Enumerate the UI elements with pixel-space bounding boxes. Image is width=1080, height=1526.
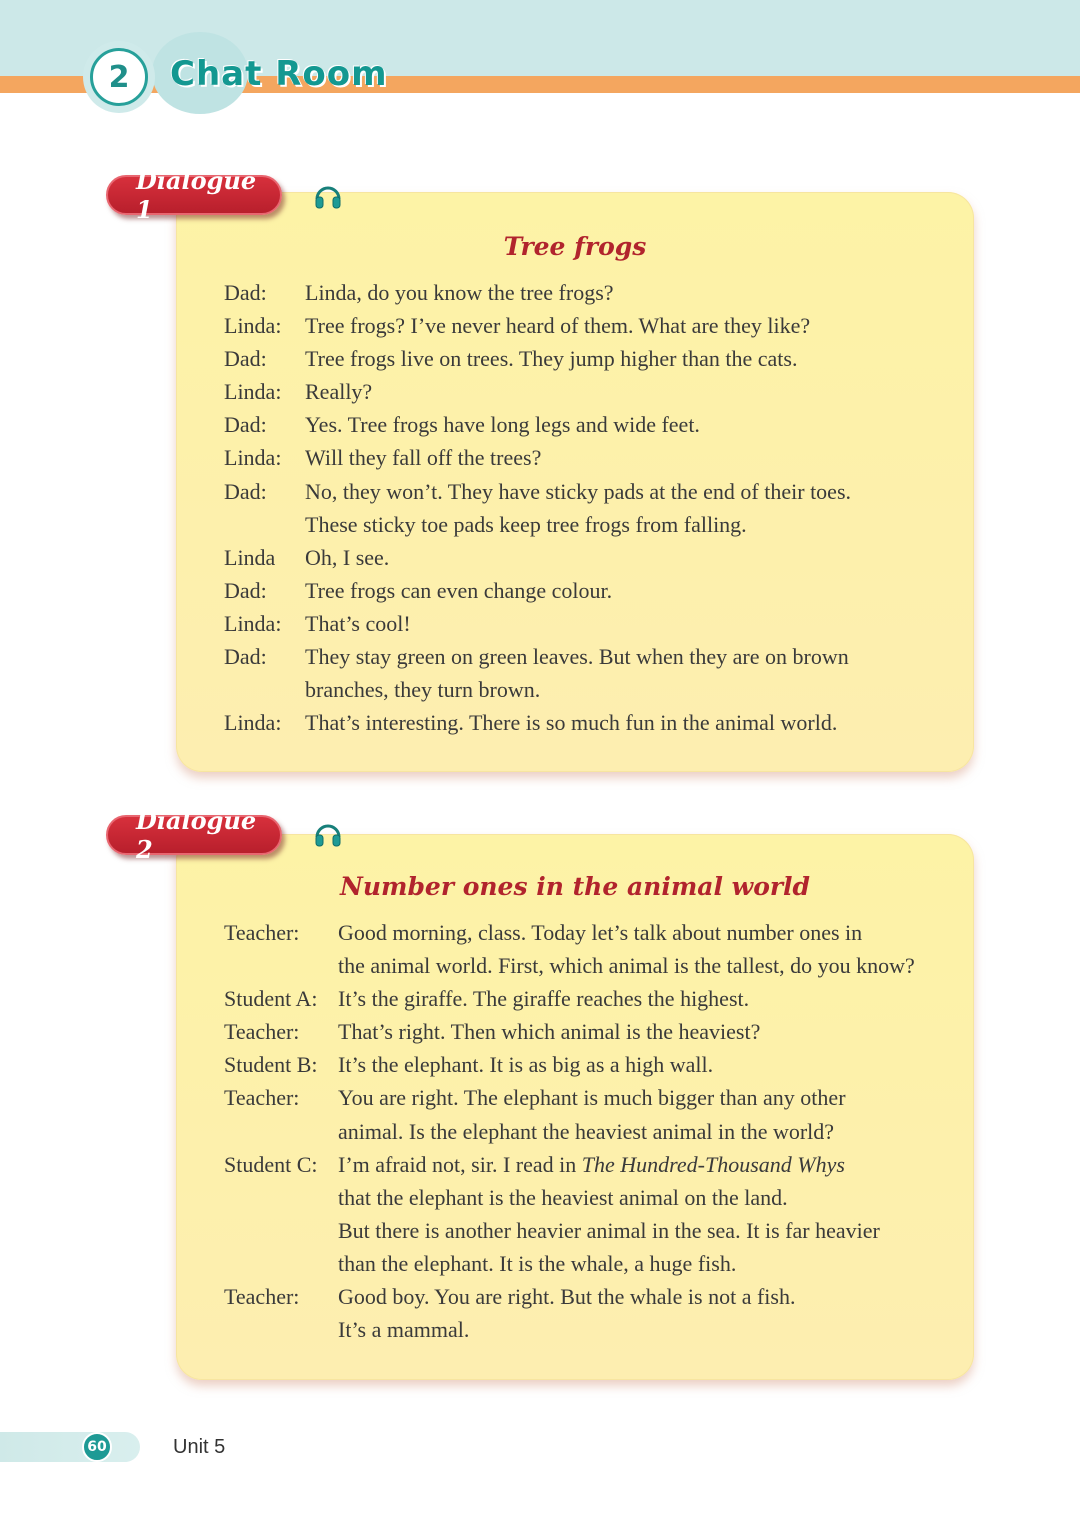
utterance-main: It’s the elephant. It is as big as a high wall. (338, 1052, 714, 1078)
utterance-text (305, 276, 614, 309)
utterance-text (305, 408, 700, 441)
utterance-text (338, 1214, 880, 1247)
speaker-label (224, 1214, 338, 1247)
dialogue-1-title: Tree frogs (503, 232, 647, 261)
speaker-label (224, 508, 305, 541)
speaker-label: Teacher: (224, 1085, 300, 1111)
utterance-main: These sticky toe pads keep tree frogs from falling. (305, 511, 747, 537)
utterance-text (338, 1247, 736, 1280)
utterance-text (338, 1313, 469, 1346)
utterance-main: Tree frogs live on trees. They jump higher than the cats. (305, 346, 798, 372)
utterance-text (305, 673, 540, 706)
dialogue-line (224, 574, 851, 607)
speaker-label (224, 949, 338, 982)
utterance-main: Good morning, class. Today let’s talk about number ones in (338, 920, 863, 945)
utterance-text (338, 1048, 713, 1081)
utterance-text (338, 916, 862, 949)
utterance-main: But there is another heavier animal in the sea. It is far heavier (338, 1217, 880, 1243)
dialogue-line (224, 309, 851, 342)
utterance-text (305, 375, 372, 408)
speaker-label: Dad: (224, 577, 267, 603)
dialogue-line (224, 1048, 915, 1081)
dialogue-line (224, 673, 851, 706)
utterance-main: Good boy. You are right. But the whale is not a fish. (338, 1284, 796, 1310)
dialogue-line (224, 276, 851, 309)
dialogue-2-title: Number ones in the animal world (339, 872, 811, 901)
dialogue-line (224, 1115, 915, 1148)
speaker-label: Dad: (224, 478, 267, 504)
dialogue-2-tag: Dialogue 2 (106, 815, 282, 855)
speaker-label: Dad: (224, 412, 267, 438)
utterance-main: Tree frogs can even change colour. (305, 577, 613, 603)
speaker-label: Student B: (224, 1052, 318, 1078)
speaker-label: Teacher: (224, 1019, 300, 1045)
utterance-text (305, 541, 389, 574)
utterance-text (338, 1181, 788, 1214)
speaker-label: Linda (224, 544, 276, 570)
utterance-main: Really? (305, 379, 373, 405)
dialogue-line (224, 441, 851, 474)
speaker-label (224, 1313, 338, 1346)
utterance-text (338, 1115, 834, 1148)
utterance-text (305, 706, 837, 739)
speaker-label: Teacher: (224, 920, 300, 945)
dialogue-line (224, 408, 851, 441)
utterance-main: I’m afraid not, sir. I read in (338, 1151, 577, 1177)
utterance-main: the animal world. First, which animal is the tallest, do you know? (338, 953, 915, 979)
utterance-text (305, 574, 612, 607)
utterance-text (305, 309, 810, 342)
dialogue-line (224, 1081, 915, 1114)
utterance-main: That’s cool! (305, 610, 411, 636)
dialogue-line (224, 982, 915, 1015)
utterance-main: No, they won’t. They have sticky pads at the end of their toes. (305, 478, 852, 504)
utterance-text (338, 1148, 845, 1181)
speaker-label: Dad: (224, 280, 267, 305)
dialogue-line (224, 508, 851, 541)
utterance-text (305, 640, 849, 673)
utterance-text (338, 1015, 760, 1048)
dialogue-line (224, 1015, 915, 1048)
utterance-main: Tree frogs? I’ve never heard of them. What are they like? (305, 313, 811, 339)
utterance-main: That’s interesting. There is so much fun in the animal world. (305, 710, 838, 736)
speaker-label: Linda: (224, 610, 282, 636)
dialogue-line (224, 1148, 915, 1181)
utterance-text (338, 982, 749, 1015)
speaker-label: Linda: (224, 379, 282, 405)
speaker-label: Linda: (224, 313, 282, 339)
dialogue-line (224, 949, 915, 982)
dialogue-line (224, 1280, 915, 1313)
utterance-text (305, 508, 747, 541)
page-number: 60 (82, 1432, 112, 1462)
unit-label: Unit 5 (173, 1436, 226, 1458)
section-title: Chat Room (170, 54, 388, 94)
utterance-main: Yes. Tree frogs have long legs and wide feet. (305, 412, 700, 438)
dialogue-1-tag: Dialogue 1 (106, 175, 282, 215)
utterance-text (305, 607, 411, 640)
dialogue-line (224, 607, 851, 640)
speaker-label (224, 1181, 338, 1214)
dialogue-line (224, 640, 851, 673)
utterance-main: branches, they turn brown. (305, 677, 541, 703)
speaker-label (224, 1247, 338, 1280)
dialogue-line (224, 342, 851, 375)
speaker-label: Student C: (224, 1151, 318, 1177)
dialogue-line (224, 1247, 915, 1280)
utterance-text (305, 475, 851, 508)
dialogue-line (224, 1181, 915, 1214)
utterance-main: animal. Is the elephant the heaviest animal in the world? (338, 1118, 835, 1144)
utterance-main: It’s the giraffe. The giraffe reaches the highest. (338, 986, 750, 1012)
dialogue-line (224, 1214, 915, 1247)
utterance-main: Linda, do you know the tree frogs? (305, 280, 614, 305)
book-title: The Hundred-Thousand Whys (581, 1151, 845, 1177)
headphones-icon[interactable] (313, 819, 343, 849)
utterance-text (338, 949, 915, 982)
utterance-main: They stay green on green leaves. But when they are on brown (305, 644, 849, 670)
speaker-label: Student A: (224, 986, 318, 1012)
utterance-main: Will they fall off the trees? (305, 445, 542, 471)
utterance-text (305, 441, 541, 474)
utterance-text (338, 1280, 795, 1313)
utterance-text (338, 1081, 846, 1114)
dialogue-line (224, 375, 851, 408)
speaker-label: Dad: (224, 644, 267, 670)
utterance-text (305, 342, 797, 375)
utterance-main: That’s right. Then which animal is the heaviest? (338, 1019, 761, 1045)
utterance-main: It’s a mammal. (338, 1317, 470, 1343)
speaker-label: Linda: (224, 710, 282, 736)
section-number-badge: 2 (90, 48, 148, 106)
footer-bar (0, 1432, 140, 1462)
dialogue-2-lines (224, 916, 915, 1346)
dialogue-line (224, 916, 915, 949)
speaker-label (224, 673, 305, 706)
speaker-label: Linda: (224, 445, 282, 471)
speaker-label (224, 1115, 338, 1148)
dialogue-line (224, 475, 851, 508)
dialogue-line (224, 1313, 915, 1346)
dialogue-line (224, 541, 851, 574)
headphones-icon[interactable] (313, 181, 343, 211)
utterance-main: You are right. The elephant is much bigger than any other (338, 1085, 846, 1111)
utterance-main: that the elephant is the heaviest animal on the land. (338, 1184, 788, 1210)
dialogue-line (224, 706, 851, 739)
utterance-main: Oh, I see. (305, 544, 390, 570)
dialogue-1-lines (224, 276, 851, 739)
utterance-main: than the elephant. It is the whale, a huge fish. (338, 1250, 737, 1276)
speaker-label: Dad: (224, 346, 267, 372)
speaker-label: Teacher: (224, 1284, 300, 1310)
